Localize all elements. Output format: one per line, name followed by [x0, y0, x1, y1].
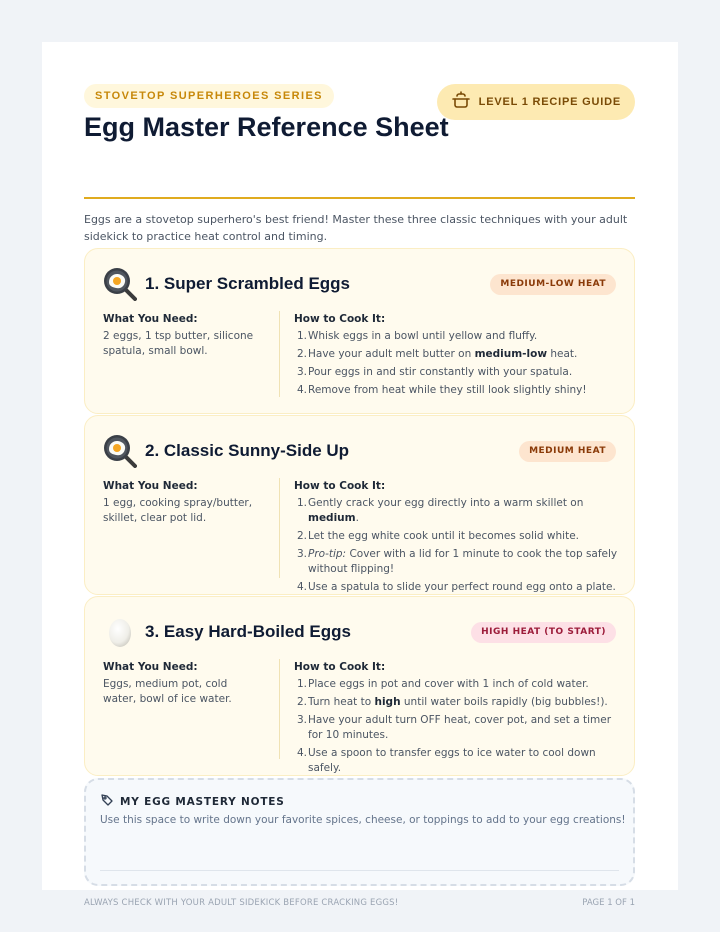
ingredients-section — [103, 313, 263, 359]
step-emphasis: medium-low — [474, 348, 548, 360]
ingredients-section — [103, 480, 263, 526]
cooking-pot-icon — [451, 90, 471, 114]
step-text: Use a spoon to transfer eggs to ice water to cool down safely. — [308, 747, 596, 774]
step-item — [294, 695, 619, 710]
ingredients-text: 1 egg, cooking spray/butter, skillet, clear pot lid. — [103, 497, 253, 524]
step-number: 2. — [297, 696, 308, 708]
step-item — [294, 496, 619, 526]
step-text: Whisk eggs in a bowl until yellow and fluffy. — [308, 330, 538, 342]
recipe-title: 1. Super Scrambled Eggs — [145, 274, 351, 293]
notes-prompt: Use this space to write down your favorite spices, cheese, or toppings to add to your egg creations! — [100, 814, 626, 826]
steps-label: How to Cook It: — [294, 313, 386, 325]
step-emphasis: high — [374, 696, 401, 708]
steps-list — [294, 496, 619, 595]
steps-label: How to Cook It: — [294, 480, 386, 492]
steps-label: How to Cook It: — [294, 661, 386, 673]
notes-title: MY EGG MASTERY NOTES — [120, 795, 285, 808]
notes-box[interactable] — [84, 778, 635, 886]
steps-section — [294, 313, 619, 401]
recipe-title: 2. Classic Sunny-Side Up — [145, 441, 350, 460]
recipe-card-sunny-side — [84, 415, 635, 595]
series-label: STOVETOP SUPERHEROES SERIES — [84, 84, 334, 108]
step-number: 2. — [297, 530, 308, 542]
step-number: 4. — [297, 581, 308, 593]
recipe-card-scrambled — [84, 248, 635, 414]
step-number: 4. — [297, 384, 308, 396]
step-text: Place eggs in pot and cover with 1 inch of cold water. — [308, 678, 589, 690]
reference-sheet-page — [42, 42, 678, 908]
ingredients-section — [103, 661, 263, 707]
step-text: Pour eggs in and stir constantly with your spatula. — [308, 366, 573, 378]
intro-text: Eggs are a stovetop superhero's best friend! Master these three classic techniques with your adult sidekick to practice heat control and timing. — [84, 213, 628, 243]
column-divider — [279, 311, 280, 397]
step-text: Remove from heat while they still look slightly shiny! — [308, 384, 587, 396]
level-badge-label: LEVEL 1 RECIPE GUIDE — [478, 96, 621, 108]
step-item — [294, 329, 619, 344]
page-number: PAGE 1 OF 1 — [582, 898, 635, 908]
ingredients-label: What You Need: — [103, 661, 198, 673]
step-item — [294, 713, 619, 743]
step-text: Let the egg white cook until it becomes solid white. — [308, 530, 579, 542]
step-number: 1. — [297, 330, 308, 342]
step-number: 1. — [297, 497, 308, 509]
step-item — [294, 547, 619, 577]
step-number: 3. — [297, 714, 308, 726]
step-text: Have your adult turn OFF heat, cover pot, and set a timer for 10 minutes. — [308, 714, 612, 741]
ingredients-text: 2 eggs, 1 tsp butter, silicone spatula, small bowl. — [103, 330, 254, 357]
heat-badge: MEDIUM HEAT — [519, 441, 616, 462]
step-text: Cover with a lid for 1 minute to cook the top safely without flipping! — [308, 548, 618, 575]
step-text: Turn heat to — [308, 696, 375, 708]
title-divider — [84, 197, 635, 199]
step-number: 3. — [297, 548, 308, 560]
step-number: 3. — [297, 366, 308, 378]
ingredients-text: Eggs, medium pot, cold water, bowl of ice water. — [103, 678, 232, 705]
step-text-end: until water boils rapidly (big bubbles!). — [400, 696, 608, 708]
steps-section — [294, 480, 619, 598]
recipe-header — [103, 615, 616, 649]
steps-list — [294, 329, 619, 398]
ingredients-label: What You Need: — [103, 480, 198, 492]
column-divider — [279, 478, 280, 578]
step-text-end: heat. — [547, 348, 578, 360]
step-number: 1. — [297, 678, 308, 690]
step-item — [294, 529, 619, 544]
step-item — [294, 365, 619, 380]
column-divider — [279, 659, 280, 759]
step-text-end: . — [355, 512, 359, 524]
recipe-title: 3. Easy Hard-Boiled Eggs — [145, 622, 351, 641]
pro-tip-label: Pro-tip: — [308, 548, 347, 560]
heat-badge: HIGH HEAT (TO START) — [471, 622, 616, 643]
recipe-header — [103, 267, 616, 301]
step-number: 2. — [297, 348, 308, 360]
step-number: 4. — [297, 747, 308, 759]
page-title: Egg Master Reference Sheet — [84, 112, 449, 142]
egg-icon — [103, 615, 137, 649]
step-item — [294, 580, 619, 595]
pencil-tag-icon — [100, 792, 114, 811]
step-item — [294, 383, 619, 398]
notes-header — [100, 792, 285, 811]
step-text: Use a spatula to slide your perfect round egg onto a plate. — [308, 581, 616, 593]
step-text: Gently crack your egg directly into a warm skillet on — [308, 497, 584, 509]
step-text: Have your adult melt butter on — [308, 348, 475, 360]
footer-safety-note: ALWAYS CHECK WITH YOUR ADULT SIDEKICK BEFORE CRACKING EGGS! — [84, 898, 399, 908]
level-badge — [437, 84, 635, 120]
heat-badge: MEDIUM-LOW HEAT — [490, 274, 616, 295]
step-item — [294, 746, 619, 776]
writing-line — [100, 870, 619, 871]
frying-pan-egg-icon — [103, 434, 137, 468]
steps-section — [294, 661, 619, 779]
recipe-header — [103, 434, 616, 468]
step-emphasis: medium — [308, 512, 356, 524]
ingredients-label: What You Need: — [103, 313, 198, 325]
step-item — [294, 677, 619, 692]
step-item — [294, 347, 619, 362]
recipe-card-hard-boiled — [84, 596, 635, 776]
frying-pan-egg-icon — [103, 267, 137, 301]
steps-list — [294, 677, 619, 776]
